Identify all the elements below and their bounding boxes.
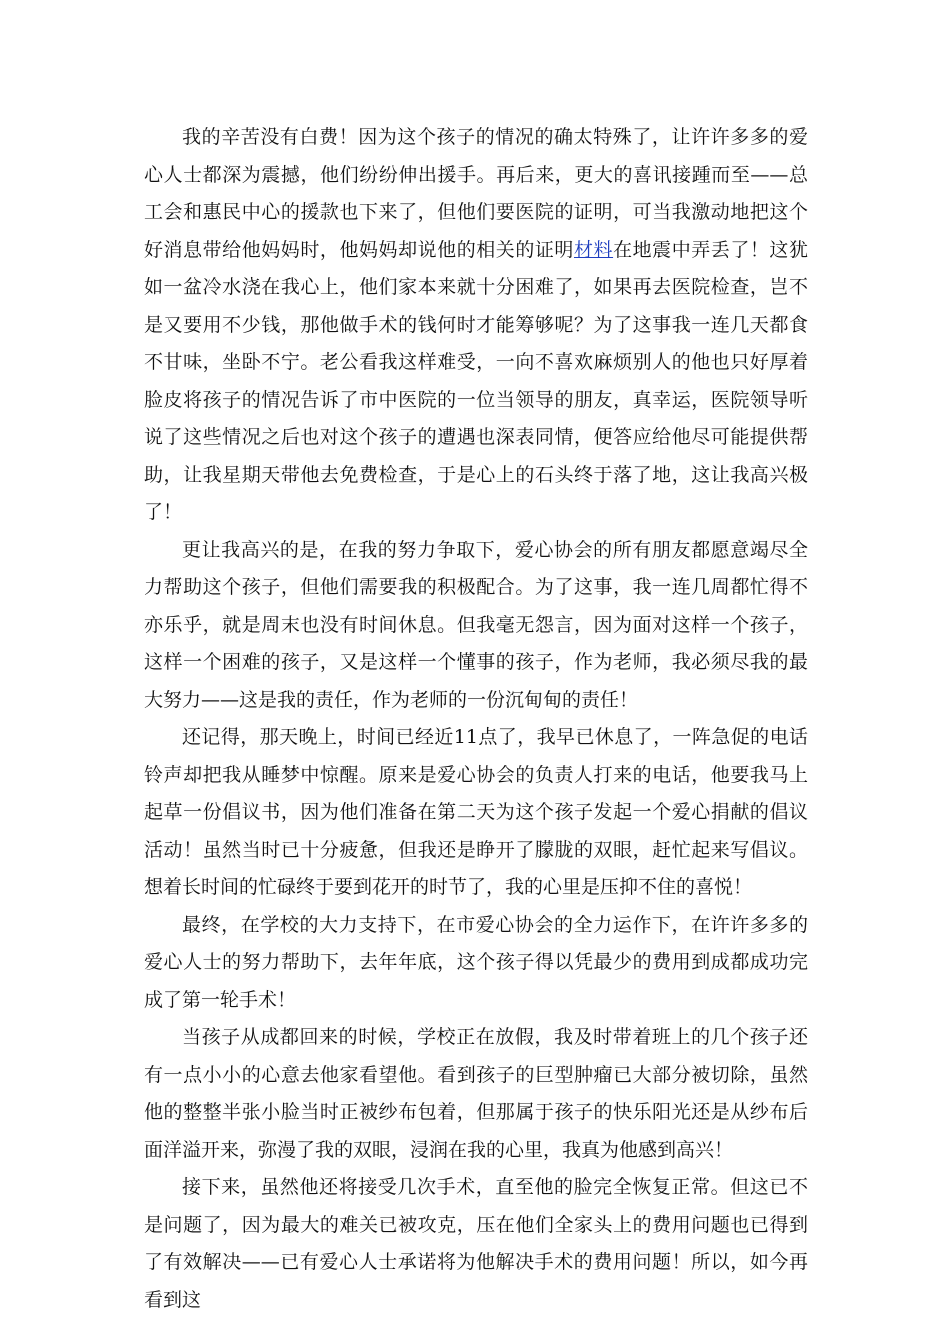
materials-link[interactable]: 材料 [573, 238, 614, 261]
paragraph-2: 更让我高兴的是，在我的努力争取下，爱心协会的所有朋友都愿意竭尽全力帮助这个孩子，但他们需要我的积极配合。为了这事，我一连几周都忙得不亦乐乎，就是周末也没有时间休息。但我毫无怨言，因为面对这样一个孩子，这样一个困难的孩子，又是这样一个懂事的孩子，作为老师，我必须尽我的最大努力——这是我的责任，作为老师的一份沉甸甸的责任！ [144, 538, 808, 711]
paragraph-6: 接下来，虽然他还将接受几次手术，直至他的脸完全恢复正常。但这已不是问题了，因为最大的难关已被攻克，压在他们全家头上的费用问题也已得到了有效解决——已有爱心人士承诺将为他解决手术的费用问题！所以，如今再看到这 [144, 1176, 808, 1311]
paragraph-5: 当孩子从成都回来的时候，学校正在放假，我及时带着班上的几个孩子还有一点小小的心意去他家看望他。看到孩子的巨型肿瘤已大部分被切除，虽然他的整整半张小脸当时正被纱布包着，但那属于孩子的快乐阳光还是从纱布后面洋溢开来，弥漫了我的双眼，浸润在我的心里，我真为他感到高兴！ [144, 1026, 808, 1161]
paragraph-4: 最终，在学校的大力支持下，在市爱心协会的全力运作下，在许许多多的爱心人士的努力帮助下，去年年底，这个孩子得以凭最少的费用到成都成功完成了第一轮手术！ [144, 913, 808, 1011]
document-body [144, 119, 808, 1319]
paragraph-1-text-before: 我的辛苦没有白费！因为这个孩子的情况的确太特殊了，让许许多多的爱心人士都深为震撼，他们纷纷伸出援手。再后来，更大的喜讯接踵而至——总工会和惠民中心的援款也下来了，但他们要医院的证明，可当我激动地把这个好消息带给他妈妈时，他妈妈却说他的相关的证明 [144, 126, 808, 261]
paragraph-3: 还记得，那天晚上，时间已经近11点了，我早已休息了，一阵急促的电话铃声却把我从睡梦中惊醒。原来是爱心协会的负责人打来的电话，他要我马上起草一份倡议书，因为他们准备在第二天为这个孩子发起一个爱心捐献的倡议活动！虽然当时已十分疲惫，但我还是睁开了朦胧的双眼，赶忙起来写倡议。想着长时间的忙碌终于要到花开的时节了，我的心里是压抑不住的喜悦！ [144, 726, 808, 898]
paragraph-1 [144, 119, 808, 532]
paragraph-1-text-after: 在地震中弄丢了！这犹如一盆冷水浇在我心上，他们家本来就十分困难了，如果再去医院检查，岂不是又要用不少钱，那他做手术的钱何时才能筹够呢？为了这事我一连几天都食不甘味，坐卧不宁。老公看我这样难受，一向不喜欢麻烦别人的他也只好厚着脸皮将孩子的情况告诉了市中医院的一位当领导的朋友，真幸运，医院领导听说了这些情况之后也对这个孩子的遭遇也深表同情，便答应给他尽可能提供帮助，让我星期天带他去免费检查，于是心上的石头终于落了地，这让我高兴极了！ [144, 238, 808, 523]
